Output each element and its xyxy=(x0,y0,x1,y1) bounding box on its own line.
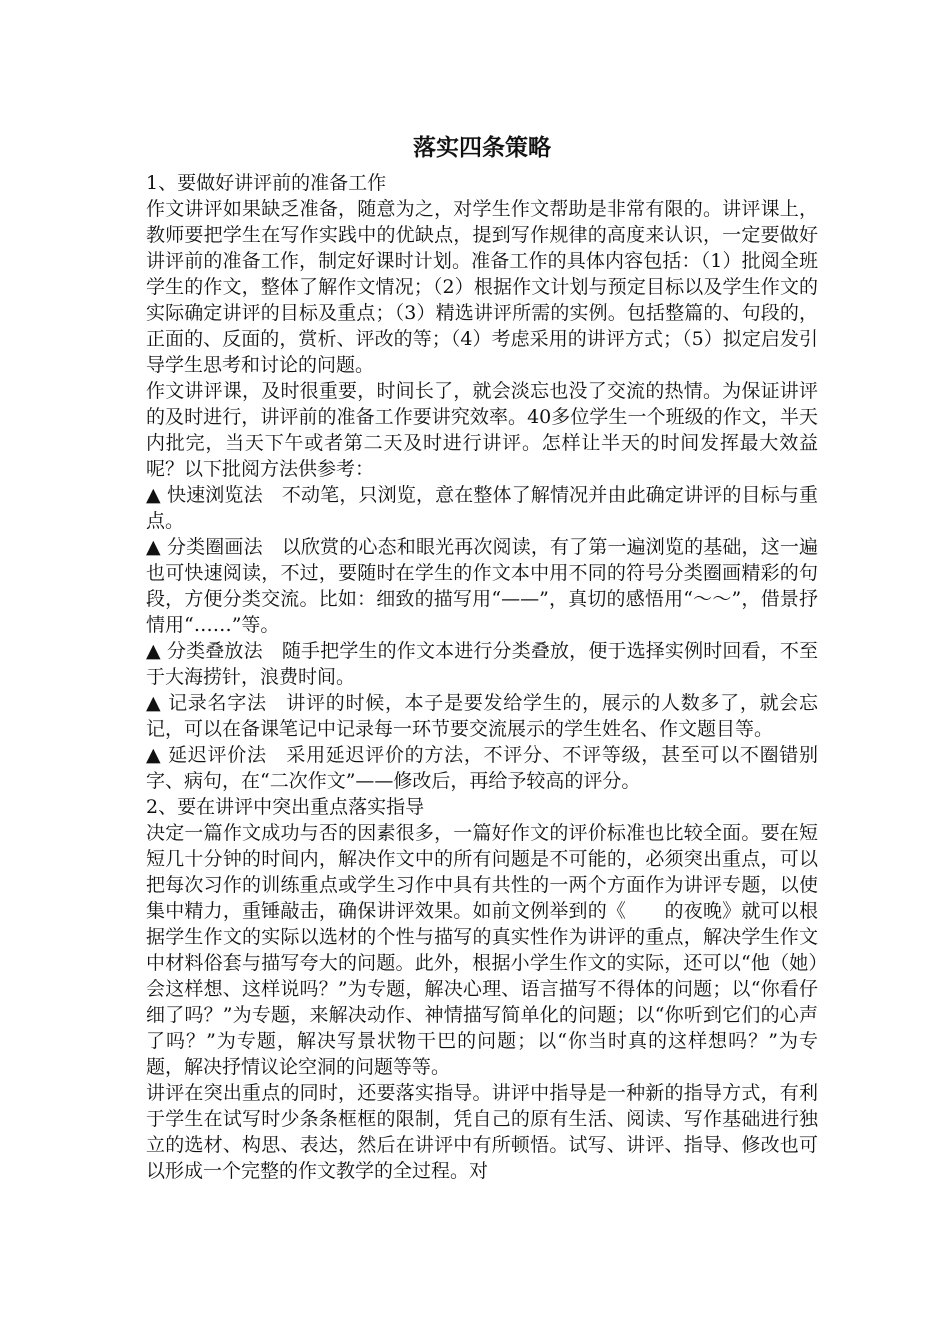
section-heading-1: 1、要做好讲评前的准备工作 xyxy=(146,172,387,194)
paragraph-preparation: 作文讲评如果缺乏准备，随意为之，对学生作文帮助是非常有限的。讲评课上，教师要把学生在写作实践中的优缺点，提到写作规律的高度来认识，一定要做好讲评前的准备工作，制定好课时计划。准备工作的具体内容包括：（1）批阅全班学生的作文，整体了解作文情况；（2）根据作文计划与预定目标以及学生作文的实际确定讲评的目标及重点；（3）精选讲评所需的实例。包括整篇的、句段的，正面的、反面的，赏析、评改的等；（4）考虑采用的讲评方式；（5）拟定启发引导学生思考和讨论的问题。 xyxy=(146,198,818,376)
paragraph-focus: 决定一篇作文成功与否的因素很多，一篇好作文的评价标准也比较全面。要在短短几十分钟的时间内，解决作文中的所有问题是不可能的，必须突出重点，可以把每次习作的训练重点或学生习作中具有共性的一两个方面作为讲评专题，以使集中精力，重锤敲击，确保讲评效果。如前文例举到的《 的夜晚》就可以根据学生作文的实际以选材的个性与描写的真实性作为讲评的重点，解决学生作文中材料俗套与描写夸大的问题。此外，根据小学生作文的实际，还可以“他（她）会这样想、这样说吗？”为专题，解决心理、语言描写不得体的问题；以“你看仔细了吗？”为专题，来解决动作、神情描写简单化的问题；以“你听到它们的心声了吗？”为专题，解决写景状物干巴的问题；以“你当时真的这样想吗？”为专题，解决抒情议论空洞的问题等等。 xyxy=(146,822,818,1078)
method-classify-stack: ▲ 分类叠放法 随手把学生的作文本进行分类叠放，便于选择实例时回看，不至于大海捞针，浪费时间。 xyxy=(146,640,818,688)
document-title: 落实四条策略 xyxy=(413,134,551,161)
method-quick-browse: ▲ 快速浏览法 不动笔，只浏览，意在整体了解情况并由此确定讲评的目标与重点。 xyxy=(146,484,818,532)
method-delayed-evaluation: ▲ 延迟评价法 采用延迟评价的方法，不评分、不评等级，甚至可以不圈错别字、病句，在“二次作文”——修改后，再给予较高的评分。 xyxy=(146,744,818,792)
document-page xyxy=(146,128,818,1184)
method-record-names: ▲ 记录名字法 讲评的时候，本子是要发给学生的，展示的人数多了，就会忘记，可以在备课笔记中记录每一环节要交流展示的学生姓名、作文题目等。 xyxy=(146,692,818,740)
paragraph-timeliness: 作文讲评课，及时很重要，时间长了，就会淡忘也没了交流的热情。为保证讲评的及时进行，讲评前的准备工作要讲究效率。40多位学生一个班级的作文，半天内批完，当天下午或者第二天及时进行讲评。怎样让半天的时间发挥最大效益呢？以下批阅方法供参考： xyxy=(146,380,818,480)
paragraph-guidance: 讲评在突出重点的同时，还要落实指导。讲评中指导是一种新的指导方式，有利于学生在试写时少条条框框的限制，凭自己的原有生活、阅读、写作基础进行独立的选材、构思、表达，然后在讲评中有所顿悟。试写、讲评、指导、修改也可以形成一个完整的作文教学的全过程。对 xyxy=(146,1082,818,1182)
method-classify-mark: ▲ 分类圈画法 以欣赏的心态和眼光再次阅读，有了第一遍浏览的基础，这一遍也可快速阅读，不过，要随时在学生的作文本中用不同的符号分类圈画精彩的句段，方便分类交流。比如：细致的描写用“——”，真切的感悟用“～～”，借景抒情用“……”等。 xyxy=(146,536,818,636)
section-heading-2: 2、要在讲评中突出重点落实指导 xyxy=(146,796,425,818)
